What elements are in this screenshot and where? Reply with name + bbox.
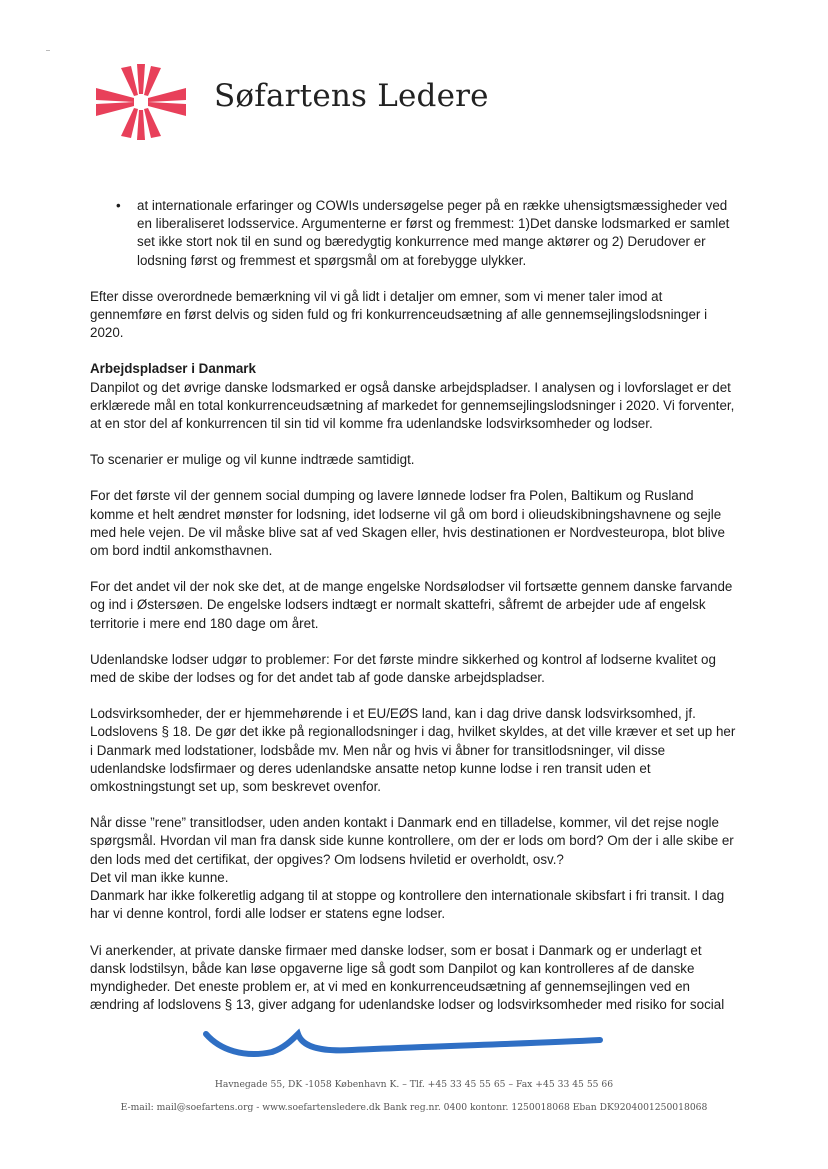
paragraph-transit-questions: Når disse ”rene” transitlodser, uden anden kontakt i Danmark end en tilladelse, kommer, vil det rejse nogle spørgsmål. Hvordan vil man fra dansk side kunne kontrollere, om der er lods om bord? Om der i alle skibe er den lods med det certifikat, der opgives? Om lodsens hviletid er overholdt, osv.? [90, 815, 734, 867]
paragraph-folkeret: Danmark har ikke folkeretlig adgang til at stoppe og kontrollere den internationale skibsfart i fri transit. I dag har vi denne kontrol, fordi alle lodser er statens egne lodser. [90, 888, 725, 922]
paragraph-second-scenario: For det andet vil der nok ske det, at de mange engelske Nordsølodser vil fortsætte gennem danske farvande og ind i Østersøen. De engelske lodsers indtægt er normalt skattefri, såfremt de arbejder ude af engelsk territorie i mere end 180 dage om året. [90, 579, 733, 631]
letter-body [90, 197, 736, 1032]
paragraph-intro: Efter disse overordnede bemærkning vil vi gå lidt i detaljer om emner, som vi mener taler imod at gennemføre en først delvis og siden fuld og fri konkurrenceudsætning af alle gennemsejlingslodsninger i 2020. [90, 288, 708, 341]
scan-speck [46, 50, 50, 51]
paragraph-problems: Udenlandske lodser udgør to problemer: For det første mindre sikkerhed og kontrol af lodserne kvalitet og med de skibe der lodses og for det andet tab af gode danske arbejdspladser. [90, 651, 716, 686]
paragraph-danpilot: Danpilot og det øvrige danske lodsmarked er også danske arbejdspladser. I analysen og i lovforslaget er det erklærede mål en total konkurrenceudsætning af markedet for gennemsejlingslodsninger i 2020. Vi forventer, at en stor del af konkurrencen til sin tid vil komme fra udenlandske lodsvirksomheder og lodser. [90, 379, 735, 432]
paragraph-scenarios: To scenarier er mulige og vil kunne indtræde samtidigt. [90, 452, 415, 468]
bullet-text: at internationale erfaringer og COWIs undersøgelse peger på en række uhensigtsmæssigheder ved en liberaliseret lodsservice. Argumenterne er først og fremmest: 1)Det danske lodsmarked er samlet set ikke stort nok til en sund og bæredygtig konkurrence med mange aktører og 2) Derudover er lodsning først og fremmest et spørgsmål om at forebygge ulykker. [137, 198, 730, 268]
compass-logo-icon [94, 64, 188, 140]
wave-decoration-icon [202, 1028, 604, 1060]
paragraph-first-scenario: For det første vil der gennem social dumping og lavere lønnede lodser fra Polen, Baltikum og Rusland komme et helt ændret mønster for lodsning, idet lodserne vil gå om bord i olieudskibningshavnene og sejle med hele vejen. De vil måske blive sat af ved Skagen eller, hvis destinationen er Nordvesteuropa, blot blive om bord indtil ankomsthavnen. [90, 488, 725, 559]
bullet-symbol: • [116, 198, 121, 213]
bullet-item [90, 197, 736, 270]
paragraph-answer: Det vil man ikke kunne. [90, 869, 229, 885]
footer-address: Havnegade 55, DK -1058 København K. – Tlf. +45 33 45 55 65 – Fax +45 33 45 55 66 [214, 1079, 614, 1090]
paragraph-anerkender: Vi anerkender, at private danske firmaer med danske lodser, som er bosat i Danmark og er underlagt et dansk lodstilsyn, både kan løse opgaverne lige så godt som Danpilot og kan kontrolleres af de danske myndigheder. Det eneste problem er, at vi med en konkurrenceudsætning af gennemsejlingen ved en ændring af lodslovens § 13, giver adgang for udenlandske lodser og lodsvirksomheder med risiko for social [90, 942, 725, 1013]
section-heading [90, 360, 736, 378]
footer-contact: E-mail: mail@soefartens.org - www.soefartensledere.dk Bank reg.nr. 0400 kontonr. 1250018068 Eban DK9204001250018068 [120, 1102, 708, 1113]
section-heading-text: Arbejdspladser i Danmark [90, 361, 256, 377]
brand-name: Søfartens Ledere [214, 78, 489, 114]
paragraph-lodsloven: Lodsvirksomheder, der er hjemmehørende i et EU/EØS land, kan i dag drive dansk lodsvirksomhed, jf. Lodslovens § 18. De gør det ikke på regionallodsninger i dag, hvilket skyldes, at det ville kræver et set up her i Danmark med lodstationer, lodsbåde mv. Men når og hvis vi åbner for transitlodsninger, vil disse udenlandske lodsfirmaer og deres udenlandske ansatte netop kunne lodse i ren transit uden et omkostningstungt set up, som beskrevet ovenfor. [90, 706, 736, 795]
